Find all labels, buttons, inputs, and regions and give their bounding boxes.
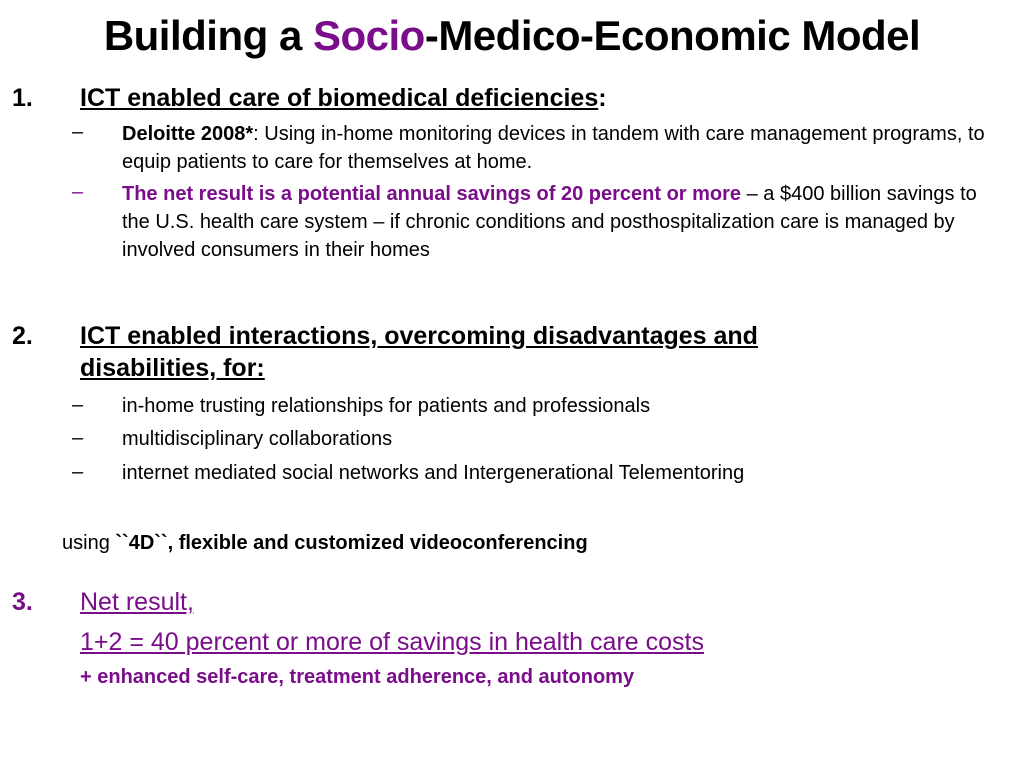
item-3-line-3: + enhanced self-care, treatment adherence, and autonomy xyxy=(80,666,635,688)
item-2-bullet-1-dash: – xyxy=(72,394,84,416)
item-1-heading xyxy=(80,82,980,114)
item-2-bullet-3: internet mediated social networks and Intergenerational Telementoring xyxy=(122,462,745,484)
item-2-number: 2. xyxy=(12,322,33,350)
item-1-bullet-2-text: – a $400 billion savings to the U.S. health care system – if chronic conditions and posthospitalization care is managed by involved consumers in their homes xyxy=(122,183,977,261)
item-2-bullet-1: in-home trusting relationships for patients and professionals xyxy=(122,395,651,417)
item-2-bullet-3-dash: – xyxy=(72,461,84,483)
item-1-bullet-1 xyxy=(122,120,992,176)
item-3-line-2 xyxy=(80,626,704,658)
item-3-line-1 xyxy=(80,586,194,618)
deloitte-citation: Deloitte 2008* xyxy=(122,123,254,145)
item-1-bullet-1-dash: – xyxy=(72,121,84,143)
videoconferencing-bold: ``4D``, flexible and customized videoconferencing xyxy=(115,532,588,554)
videoconferencing-line xyxy=(62,529,588,557)
net-result-label: Net result, xyxy=(80,588,194,616)
title-part-3: -Medico-Economic Model xyxy=(424,12,921,59)
item-1-number: 1. xyxy=(12,84,33,112)
item-1-heading-text: ICT enabled care of biomedical deficiencies xyxy=(80,84,599,112)
item-1-bullet-1-text: : Using in-home monitoring devices in tandem with care management programs, to equip patients to care for themselves at home. xyxy=(122,123,985,173)
item-1-bullet-2-dash: – xyxy=(72,181,84,203)
item-3-number: 3. xyxy=(12,588,33,616)
slide-title xyxy=(0,8,1024,64)
item-1-bullet-2 xyxy=(122,180,992,264)
item-2-heading-line-1: ICT enabled interactions, overcoming disadvantages and xyxy=(80,322,758,350)
item-1-heading-colon: : xyxy=(598,84,607,112)
title-part-1: Building a xyxy=(103,12,313,59)
item-2-heading-line-2: disabilities, for: xyxy=(80,354,265,382)
item-2-bullet-2-dash: – xyxy=(72,427,84,449)
net-result-highlight: The net result is a potential annual savings of 20 percent or more xyxy=(122,183,742,205)
savings-equation: 1+2 = 40 percent or more of savings in health care costs xyxy=(80,628,704,656)
item-2-heading xyxy=(80,320,980,384)
using-prefix: using xyxy=(62,532,116,554)
title-socio: Socio xyxy=(312,12,425,59)
item-2-bullet-2: multidisciplinary collaborations xyxy=(122,428,393,450)
